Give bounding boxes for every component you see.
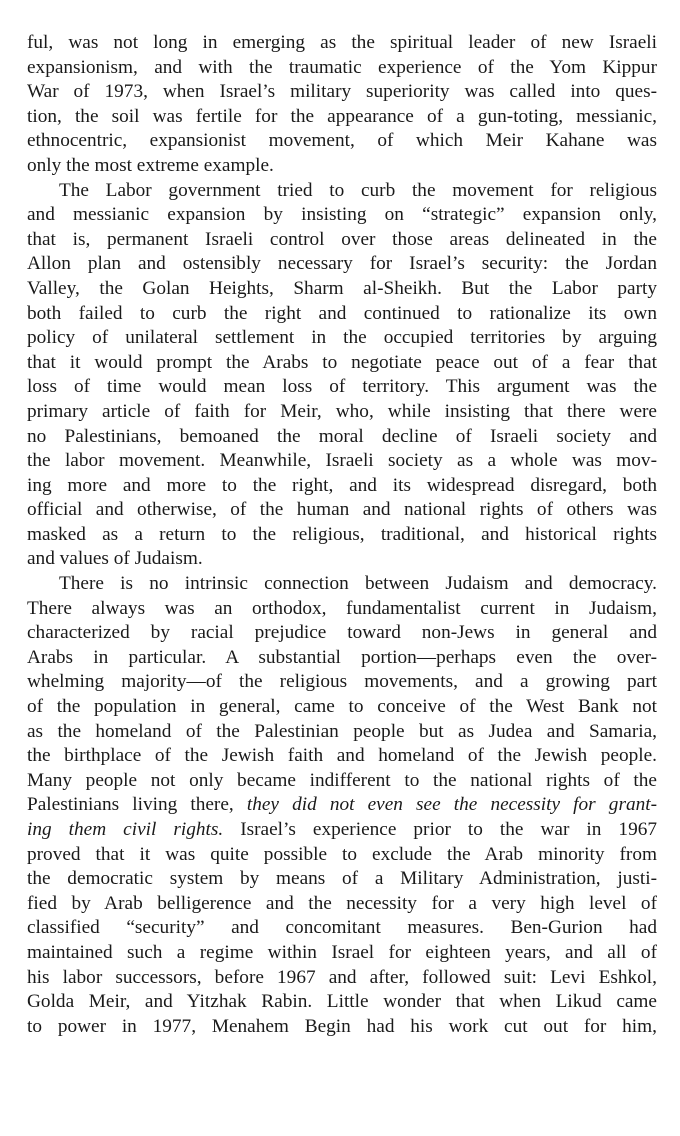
text-segment: the democratic system by means of a Military Administration, justi- xyxy=(27,868,657,890)
text-segment: classified “security” and concomitant measures. Ben-Gurion had xyxy=(27,917,657,939)
text-line xyxy=(27,105,657,130)
text-segment: ethnocentric, expansionist movement, of which Meir Kahane was xyxy=(27,130,657,152)
text-segment: loss of time would mean loss of territory. This argument was the xyxy=(27,376,657,398)
text-line xyxy=(27,916,657,941)
text-segment: that is, permanent Israeli control over those areas delineated in the xyxy=(27,228,657,250)
italic-text-segment: ing them civil rights. xyxy=(27,819,224,840)
text-line xyxy=(27,351,657,376)
text-segment: masked as a return to the religious, traditional, and historical rights xyxy=(27,523,657,545)
text-line xyxy=(27,523,657,548)
text-line xyxy=(27,154,657,179)
text-line xyxy=(27,375,657,400)
text-segment: policy of unilateral settlement in the occupied territories by arguing xyxy=(27,327,657,349)
text-line xyxy=(27,56,657,81)
text-segment: ful, was not long in emerging as the spiritual leader of new Israeli xyxy=(27,32,657,53)
text-segment: War of 1973, when Israel’s military superiority was called into ques- xyxy=(27,81,657,103)
text-line xyxy=(27,203,657,228)
text-line xyxy=(27,252,657,277)
text-segment: characterized by racial prejudice toward non-Jews in general and xyxy=(27,622,657,644)
text-segment: as the homeland of the Palestinian people but as Judea and Samaria, xyxy=(27,720,657,742)
text-line xyxy=(27,720,657,745)
text-segment: There is no intrinsic connection between Judaism and democracy. xyxy=(59,573,657,595)
text-line xyxy=(27,129,657,154)
text-segment: Valley, the Golan Heights, Sharm al-Sheikh. But the Labor party xyxy=(27,277,657,299)
text-line xyxy=(27,474,657,499)
text-line xyxy=(27,818,657,843)
text-segment: only the most extreme example. xyxy=(27,154,274,176)
text-segment: Allon plan and ostensibly necessary for Israel’s security: the Jordan xyxy=(27,253,657,275)
text-line xyxy=(27,31,657,56)
text-segment: primary article of faith for Meir, who, while insisting that there were xyxy=(27,400,657,422)
text-segment: whelming majority—of the religious movements, and a growing part xyxy=(27,671,657,693)
text-line xyxy=(27,892,657,917)
italic-text-segment: they did not even see the necessity for grant- xyxy=(246,794,657,816)
text-line xyxy=(27,670,657,695)
paragraph xyxy=(27,179,657,573)
text-segment: expansionism, and with the traumatic experience of the Yom Kippur xyxy=(27,56,657,78)
text-line xyxy=(27,425,657,450)
paragraph xyxy=(27,31,657,179)
text-line xyxy=(27,769,657,794)
text-segment: and values of Judaism. xyxy=(27,548,203,570)
text-line xyxy=(27,646,657,671)
text-line xyxy=(27,966,657,991)
text-segment: and messianic expansion by insisting on “strategic” expansion only, xyxy=(27,204,657,226)
text-segment: that it would prompt the Arabs to negotiate peace out of a fear that xyxy=(27,351,657,373)
text-line xyxy=(27,695,657,720)
text-line xyxy=(27,867,657,892)
text-segment: Many people not only became indifferent to the national rights of the xyxy=(27,769,657,791)
text-line xyxy=(27,326,657,351)
book-page-body-text xyxy=(27,31,657,1039)
text-segment: of the population in general, came to conceive of the West Bank not xyxy=(27,696,657,718)
text-segment: Palestinians living there, xyxy=(27,794,247,816)
text-line xyxy=(27,498,657,523)
text-line xyxy=(27,449,657,474)
text-segment: proved that it was quite possible to exclude the Arab minority from xyxy=(27,843,657,865)
text-line xyxy=(27,547,657,572)
text-segment: the labor movement. Meanwhile, Israeli society as a whole was mov- xyxy=(27,450,657,472)
text-segment: Israel’s experience prior to the war in 1967 xyxy=(223,819,657,840)
text-line xyxy=(27,941,657,966)
text-segment: his labor successors, before 1967 and after, followed suit: Levi Eshkol, xyxy=(27,966,657,988)
text-segment: both failed to curb the right and continued to rationalize its own xyxy=(27,302,657,324)
text-line xyxy=(27,179,657,204)
text-line xyxy=(27,400,657,425)
text-line xyxy=(27,302,657,327)
text-line xyxy=(27,621,657,646)
text-segment: Arabs in particular. A substantial portion—perhaps even the over- xyxy=(27,646,657,668)
text-segment: to power in 1977, Menahem Begin had his work cut out for him, xyxy=(27,1015,657,1037)
text-segment: fied by Arab belligerence and the necessity for a very high level of xyxy=(27,892,657,914)
text-line xyxy=(27,597,657,622)
text-segment: The Labor government tried to curb the movement for religious xyxy=(59,179,657,201)
text-segment: official and otherwise, of the human and national rights of others was xyxy=(27,499,657,521)
text-segment: Golda Meir, and Yitzhak Rabin. Little wonder that when Likud came xyxy=(27,991,657,1013)
text-line xyxy=(27,744,657,769)
text-segment: ing more and more to the right, and its widespread disregard, both xyxy=(27,474,657,496)
text-line xyxy=(27,80,657,105)
text-segment: the birthplace of the Jewish faith and homeland of the Jewish people. xyxy=(27,745,657,767)
text-segment: There always was an orthodox, fundamentalist current in Judaism, xyxy=(27,597,657,619)
text-segment: no Palestinians, bemoaned the moral decline of Israeli society and xyxy=(27,425,657,447)
text-line xyxy=(27,990,657,1015)
text-segment: tion, the soil was fertile for the appearance of a gun-toting, messianic, xyxy=(27,105,657,127)
text-line xyxy=(27,843,657,868)
paragraph xyxy=(27,572,657,1039)
text-segment: maintained such a regime within Israel for eighteen years, and all of xyxy=(27,941,657,963)
text-line xyxy=(27,572,657,597)
text-line xyxy=(27,228,657,253)
text-line xyxy=(27,793,657,818)
text-line xyxy=(27,1015,657,1040)
text-line xyxy=(27,277,657,302)
